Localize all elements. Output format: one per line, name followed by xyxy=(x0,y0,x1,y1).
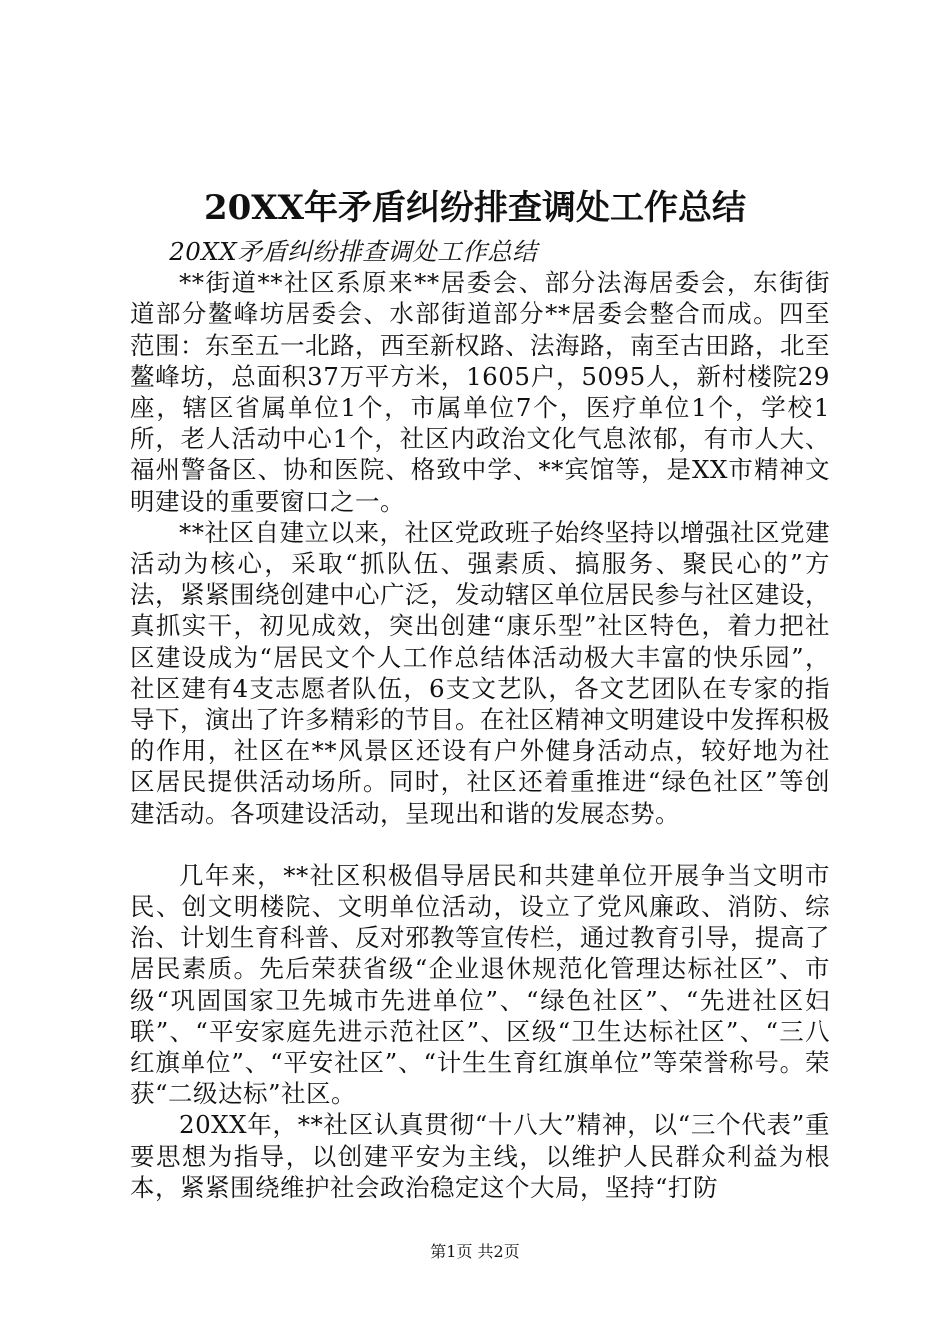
paragraph-current-year: 20XX年，**社区认真贯彻“十八大”精神，以“三个代表”重要思想为指导，以创建平安为主线，以维护人民群众利益为根本，紧紧围绕维护社会政治稳定这个大局，坚持“打防 xyxy=(130,1110,830,1202)
document-subtitle: 20XX矛盾纠纷排查调处工作总结 xyxy=(169,237,538,266)
paragraph-community-overview: **街道**社区系原来**居委会、部分法海居委会，东街街道部分鳌峰坊居委会、水部街道部分**居委会整合而成。四至范围：东至五一北路，西至新权路、法海路，南至古田路，北至鳌峰坊，总面积37万平方米，1605户，5095人，新村楼院29座，辖区省属单位1个，市属单位7个，医疗单位1个，学校1所，老人活动中心1个，社区内政治文化气息浓郁，有市人大、福州警备区、协和医院、格致中学、**宾馆等，是XX市精神文明建设的重要窗口之一。 xyxy=(130,268,830,516)
paragraph-party-building: **社区自建立以来，社区党政班子始终坚持以增强社区党建活动为核心，采取“抓队伍、强素质、搞服务、聚民心的”方法，紧紧围绕创建中心广泛，发动辖区单位居民参与社区建设，真抓实干，初见成效，突出创建“康乐型”社区特色，着力把社区建设成为“居民文个人工作总结体活动极大丰富的快乐园”，社区建有4支志愿者队伍，6支文艺队，各文艺团队在专家的指导下，演出了许多精彩的节目。在社区精神文明建设中发挥积极的作用，社区在**风景区还设有户外健身活动点，较好地为社区居民提供活动场所。同时，社区还着重推进“绿色社区”等创建活动。各项建设活动，呈现出和谐的发展态势。 xyxy=(130,517,830,828)
document-title: 20XX年矛盾纠纷排查调处工作总结 xyxy=(203,188,747,228)
page-footer: 第1页 共2页 xyxy=(430,1242,520,1261)
document-body xyxy=(130,236,830,1203)
paragraph-honors: 几年来，**社区积极倡导居民和共建单位开展争当文明市民、创文明楼院、文明单位活动，设立了党风廉政、消防、综治、计划生育科普、反对邪教等宣传栏，通过教育引导，提高了居民素质。先后荣获省级“企业退休规范化管理达标社区”、市级“巩固国家卫先城市先进单位”、“绿色社区”、“先进社区妇联”、“平安家庭先进示范社区”、区级“卫生达标社区”、“三八红旗单位”、“平安社区”、“计生生育红旗单位”等荣誉称号。荣获“二级达标”社区。 xyxy=(130,860,830,1109)
